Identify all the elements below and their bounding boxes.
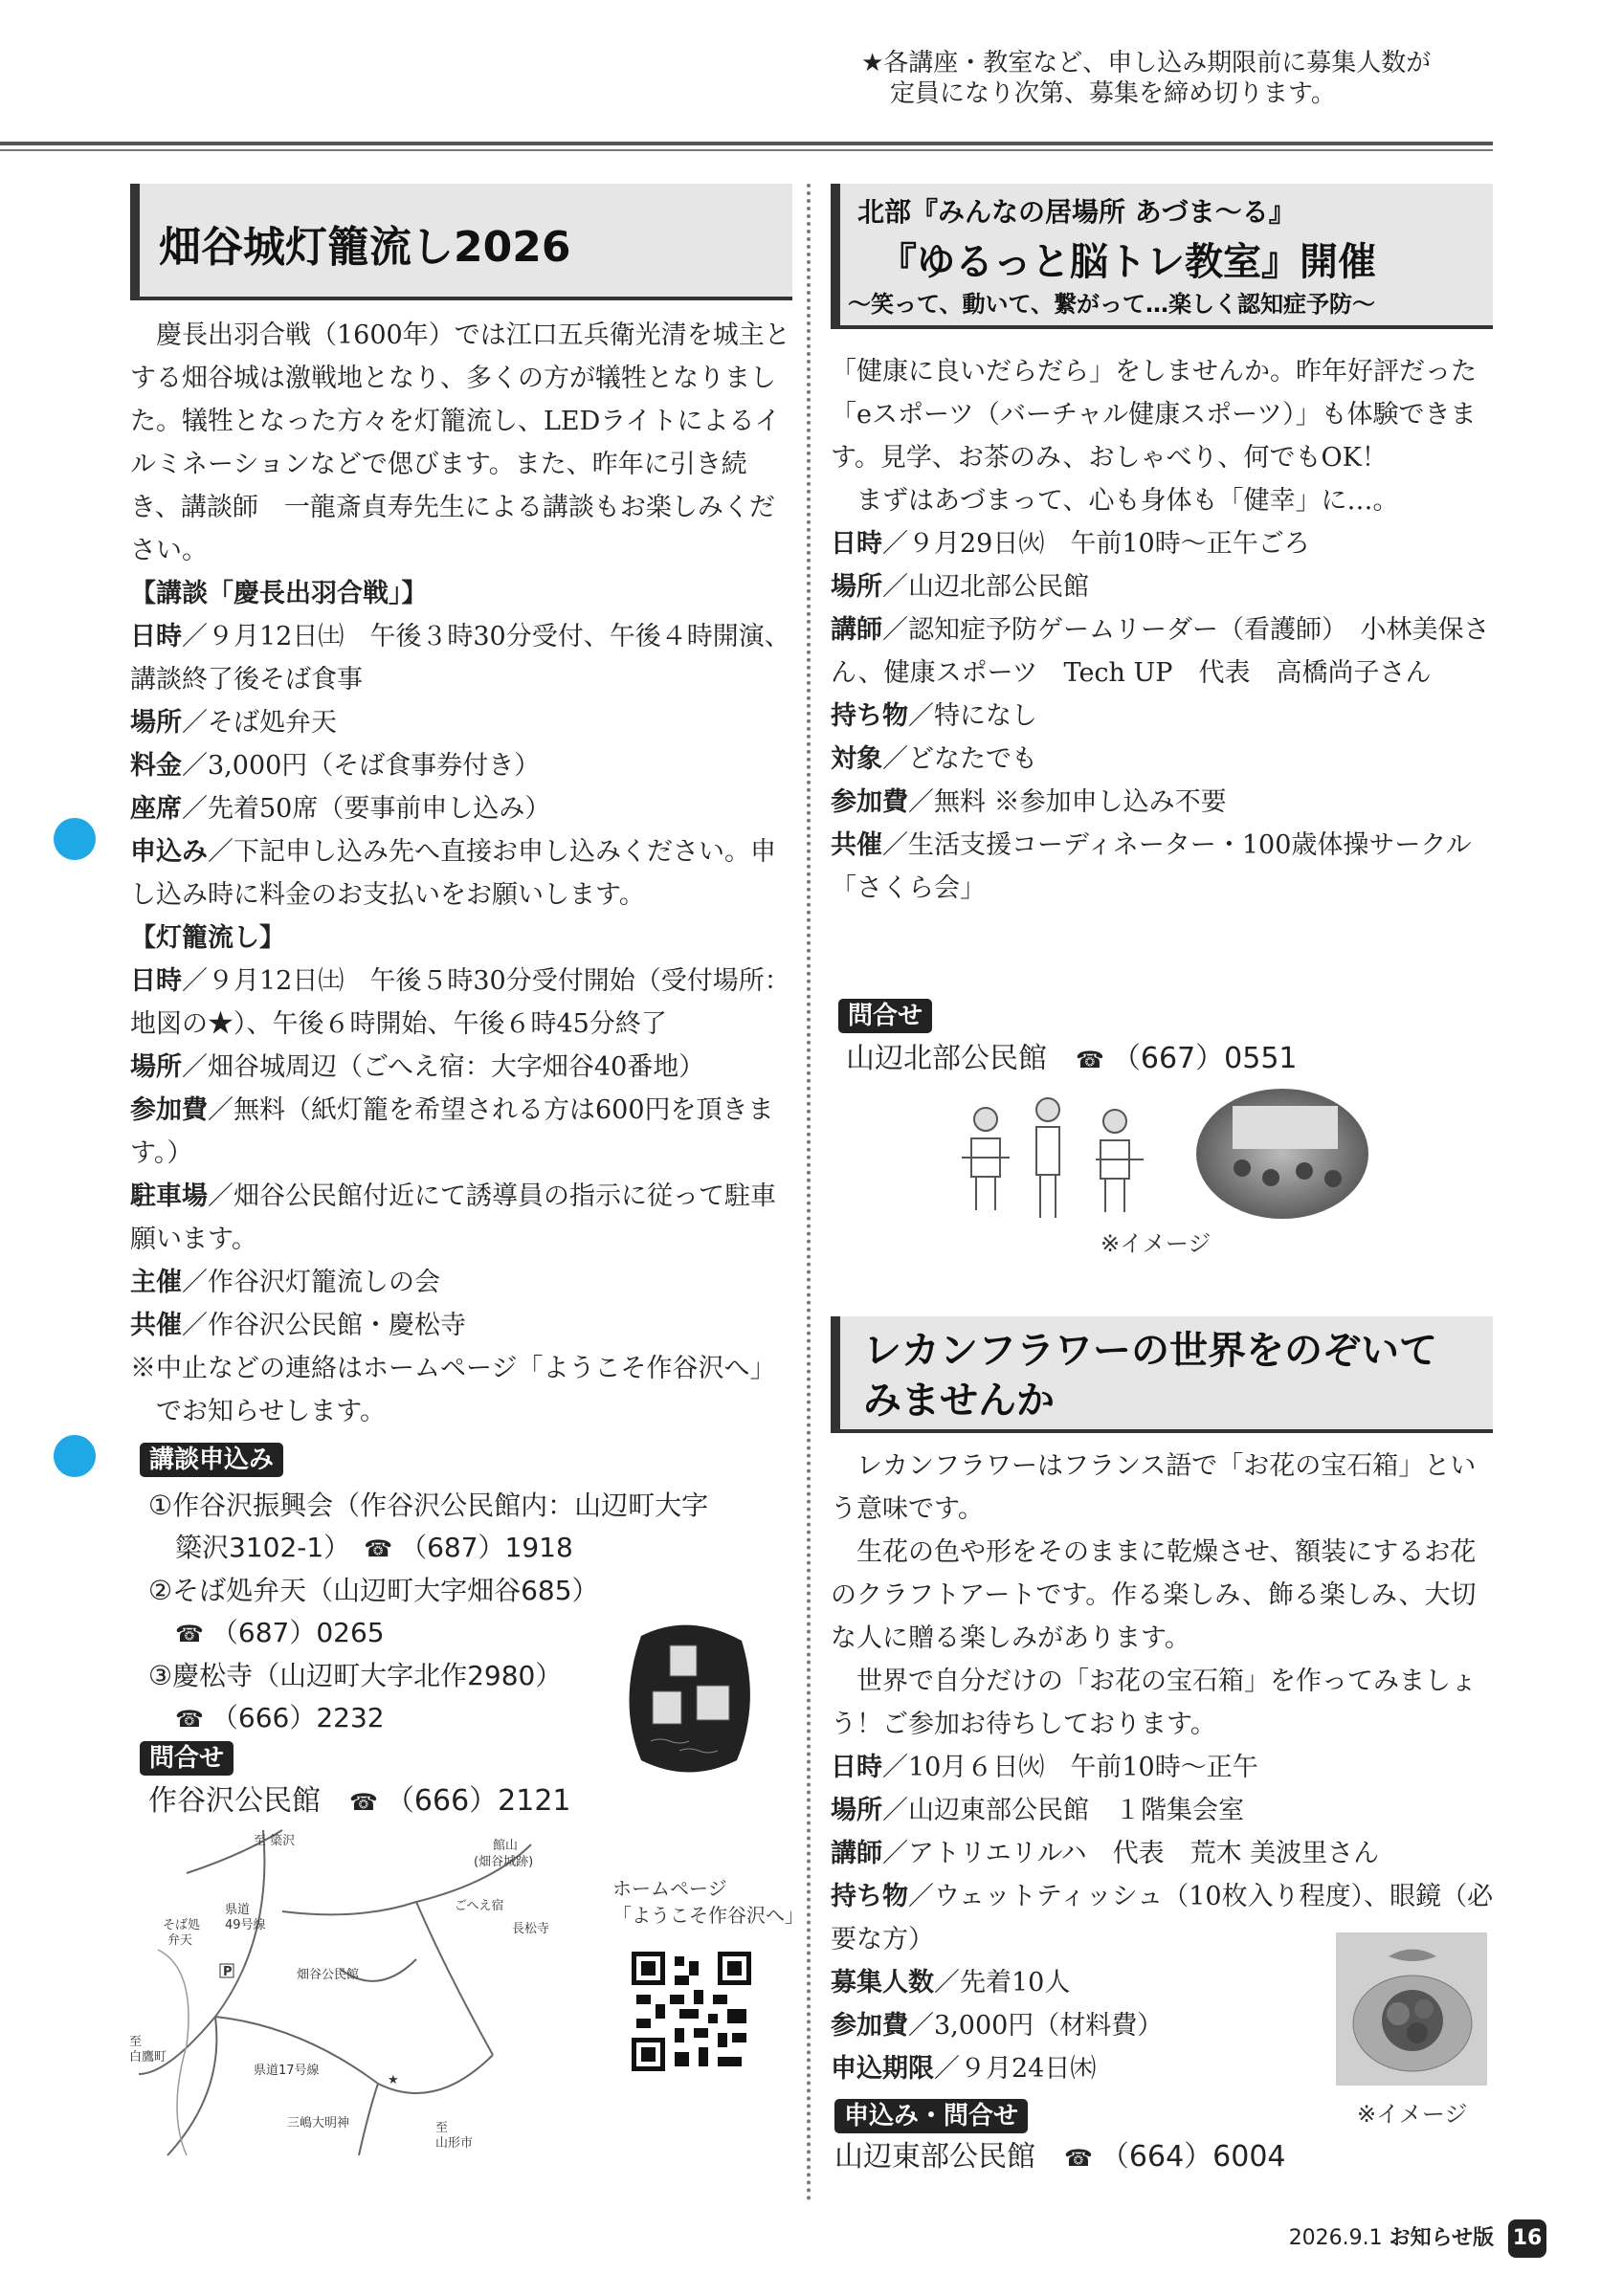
right1-contact-tel[interactable]: ☎ （667）0551 [1076,1042,1298,1075]
map-label-benten: 弁天 [167,1933,193,1948]
lecture-fee: ／3,000円（そば食事券付き） [182,751,541,781]
map-label-yamagata-to: 至 [435,2121,449,2135]
right1-subtitle: 北部『みんなの居場所 あづま～る』 [857,196,1296,228]
left-title-box [130,184,792,300]
right1-bring-label: 持ち物 [831,701,908,731]
lantern-cohost: ／作谷沢公民館・慶松寺 [182,1311,466,1340]
homepage-label-2: 「ようこそ作谷沢へ」 [612,1904,804,1927]
right2-place: ／山辺東部公民館 １階集会室 [882,1796,1244,1825]
lecture-date: ／９月12日㈯ 午後３時30分受付、午後４時開演、講談終了後そば食事 [130,622,790,695]
lantern-place: ／畑谷城周辺（ごへえ宿：大字畑谷40番地） [182,1052,705,1082]
lantern-cohost-label: 共催 [130,1311,182,1340]
map-label-yamagata: 山形市 [435,2136,474,2151]
map-label-route49: 県道 [225,1903,251,1917]
lantern-heading: 【灯籠流し】 [130,923,285,953]
lantern-fee: ／無料（紙灯籠を希望される方は600円を頂きます。） [130,1095,774,1168]
lecture-apply-label: 申込み [130,837,208,867]
homepage-label-1: ホームページ [612,1877,727,1900]
right2-date-label: 日時 [831,1753,882,1782]
right1-intro-1: 「健康に良いだらだら」をしませんか。昨年好評だった「eスポーツ（バーチャル健康スポーツ）」も体験できます。見学、お茶のみ、おしゃべり、何でもOK！ [831,357,1477,473]
right1-tagline: ～笑って、動いて、繋がって…楽しく認知症予防～ [848,291,1376,318]
map-label-gohe: ごへえ宿 [455,1899,504,1913]
people-illustration [952,1091,1158,1225]
right1-lecturer-label: 講師 [831,615,882,645]
lantern-place-label: 場所 [130,1052,182,1082]
blue-dot-marker [54,1435,96,1477]
right2-contact-section [834,2099,1028,2133]
header-notice [861,48,1493,109]
svg-text:★: ★ [388,2073,399,2087]
right1-target: ／どなたでも [882,744,1037,774]
homepage-label [612,1875,804,1929]
header-rule [0,142,1493,145]
lantern-date-label: 日時 [130,966,182,996]
lantern-host-label: 主催 [130,1268,182,1297]
map-label-shirataka: 白鷹町 [129,2050,167,2064]
map-label-shrine: 三嶋大明神 [287,2116,350,2130]
map-label-route17: 県道17号線 [254,2064,320,2078]
right1-lecturer: ／認知症予防ゲームリーダー（看護師） 小林美保さん、健康スポーツ Tech UP 代表 高橋尚子さん [831,615,1490,688]
right2-lecturer: ／アトリエリルハ 代表 荒木 美波里さん [882,1839,1380,1868]
right1-intro-2: まずはあづまって、心も身体も「健幸」に…。 [856,486,1399,516]
left-title: 畑谷城灯籠流し2026 [159,223,571,272]
apply-item-3-tel[interactable]: ☎ （666）2232 [175,1702,385,1733]
right2-intro-2: 生花の色や形をそのままに乾燥させ、額装にするお花のクラフトアートです。作る楽しみ、飾る楽しみ、大切な人に贈る楽しみがあります。 [831,1537,1477,1653]
right1-contact-name: 山辺北部公民館 [846,1042,1047,1075]
left-contact [148,1781,571,1822]
qr-code[interactable] [632,1952,751,2071]
edition-label: お知らせ版 [1389,2226,1494,2250]
right1-target-label: 対象 [831,744,882,774]
right1-place: ／山辺北部公民館 [882,572,1089,602]
right2-title-line-1: レカンフラワーの世界をのぞいて [863,1329,1437,1373]
apply-item-1-line2 [148,1527,780,1570]
right2-title-line-2: みませんか [863,1379,1055,1423]
map-label-yanazawa: 至 簗沢 [254,1834,296,1848]
right2-deadline-label: 申込期限 [831,2054,934,2084]
map-label-hall: 畑谷公民館 [297,1968,360,1982]
map-label-tateyama: 館山 [493,1839,519,1853]
right1-cohost-label: 共催 [831,830,882,860]
blue-dot-marker [54,818,96,860]
right2-bring: ／ウェットティッシュ（10枚入り程度）、眼鏡（必要な方） [831,1882,1494,1954]
lantern-note: ※中止などの連絡はホームページ「ようこそ作谷沢へ」でお知らせします。 [130,1354,776,1426]
right1-article [831,350,1495,910]
apply-item-1-address: 簗沢3102-1） [175,1532,338,1563]
apply-section [140,1443,283,1477]
left-article [130,314,794,1433]
right2-contact-tel[interactable]: ☎ （664）6004 [1064,2140,1286,2174]
right1-fee-label: 参加費 [831,787,908,817]
map-label-route49-num: 49号線 [225,1918,266,1932]
right2-capacity: ／先着10人 [934,1968,1071,1998]
right1-title-box [831,184,1493,329]
lantern-illustration [622,1617,756,1779]
right2-place-label: 場所 [831,1796,882,1825]
lecture-seats-label: 座席 [130,794,182,824]
right2-title [863,1326,1437,1425]
lecture-date-label: 日時 [130,622,182,651]
lecture-place-label: 場所 [130,708,182,738]
right1-contact-tag: 問合せ [838,999,932,1033]
lecture-place: ／そば処弁天 [182,708,337,738]
map-label-soba: そば処 [163,1918,201,1932]
right2-title-box [831,1316,1493,1433]
right2-intro-1: レカンフラワーはフランス語で「お花の宝石箱」という意味です。 [831,1451,1477,1524]
lecture-fee-label: 料金 [130,751,182,781]
apply-item-3: ③慶松寺（山辺町大字北作2980） [148,1660,563,1691]
lantern-host: ／作谷沢灯籠流しの会 [182,1268,440,1297]
right1-fee: ／無料 ※参加申し込み不要 [908,787,1227,817]
left-contact-name: 作谷沢公民館 [148,1784,321,1818]
svg-text:P: P [223,1965,233,1979]
left-contact-tag: 問合せ [140,1741,233,1776]
page-footer [1289,2219,1546,2258]
right1-cohost: ／生活支援コーディネーター・100歳体操サークル「さくら会」 [831,830,1472,903]
apply-item-1-tel[interactable]: ☎ （687）1918 [364,1532,573,1563]
right2-fee-label: 参加費 [831,2011,908,2041]
right2-fee: ／3,000円（材料費） [908,2011,1164,2041]
right2-capacity-label: 募集人数 [831,1968,934,1998]
right1-contact [846,1039,1298,1080]
lantern-parking: ／畑谷公民館付近にて誘導員の指示に従って駐車願います。 [130,1181,776,1254]
right2-contact-tag: 申込み・問合せ [834,2099,1028,2133]
right2-deadline: ／９月24日㈭ [934,2054,1097,2084]
right2-lecturer-label: 講師 [831,1839,882,1868]
right2-date: ／10月６日㈫ 午前10時～正午 [882,1753,1258,1782]
right1-place-label: 場所 [831,572,882,602]
left-intro: 慶長出羽合戦（1600年）では江口五兵衛光清を城主とする畑谷城は激戦地となり、多くの方が犠牲となりました。犠牲となった方々を灯籠流し、LEDライトによるイルミネーションなどで偲びます。また、昨年に引き続き、講談師 一龍斎貞寿先生による講談もお楽しみください。 [130,320,790,565]
right2-bring-label: 持ち物 [831,1882,908,1911]
apply-item-2: ②そば処弁天（山辺町大字畑谷685） [148,1575,599,1606]
lecture-heading: 【講談「慶長出羽合戦」】 [130,579,428,608]
lantern-fee-label: 参加費 [130,1095,208,1125]
area-map [129,1825,569,2160]
right1-bring: ／特になし [908,701,1037,731]
apply-item-2-tel[interactable]: ☎ （687）0265 [175,1617,385,1648]
issue-date: 2026.9.1 [1288,2226,1383,2250]
apply-tag: 講談申込み [140,1443,283,1477]
lantern-date: ／９月12日㈯ 午後５時30分受付開始（受付場所：地図の★）、午後６時開始、午後６時45分終了 [130,966,790,1039]
left-contact-section [140,1741,233,1776]
apply-item-1: ①作谷沢振興会（作谷沢公民館内：山辺町大字 [148,1490,709,1521]
right2-contact [834,2137,1286,2178]
lecture-apply: ／下記申し込み先へ直接お申し込みください。申し込み時に料金のお支払いをお願いします。 [130,837,776,910]
map-label-shirataka-to: 至 [129,2035,143,2049]
notice-line-2: 定員になり次第、募集を締め切ります。 [890,79,1336,108]
flower-photo [1336,1932,1487,2086]
page-number: 16 [1508,2219,1546,2258]
right2-contact-name: 山辺東部公民館 [834,2140,1035,2174]
left-contact-tel[interactable]: ☎ （666）2121 [349,1784,571,1818]
map-label-choshoji: 長松寺 [512,1922,550,1936]
right2-image-caption: ※イメージ [1357,2101,1468,2128]
map-label-tateyama-castle: (畑谷城跡) [474,1855,534,1869]
header-rule-thin [0,149,1493,151]
lecture-seats: ／先着50席（要事前申し込み） [182,794,551,824]
right1-title: 『ゆるっと脳トレ教室』開催 [878,240,1376,284]
column-divider [807,184,811,2202]
right2-intro-3: 世界で自分だけの「お花の宝石箱」を作ってみましょう！ご参加お待ちしております。 [831,1667,1477,1739]
right1-contact-section [838,999,932,1033]
right1-image-caption: ※イメージ [1101,1230,1212,1257]
right1-date: ／９月29日㈫ 午前10時～正午ごろ [882,529,1310,559]
notice-line-1: ★各講座・教室など、申し込み期限前に募集人数が [861,49,1432,77]
lantern-parking-label: 駐車場 [130,1181,208,1211]
right1-date-label: 日時 [831,529,882,559]
class-photo [1194,1087,1371,1221]
